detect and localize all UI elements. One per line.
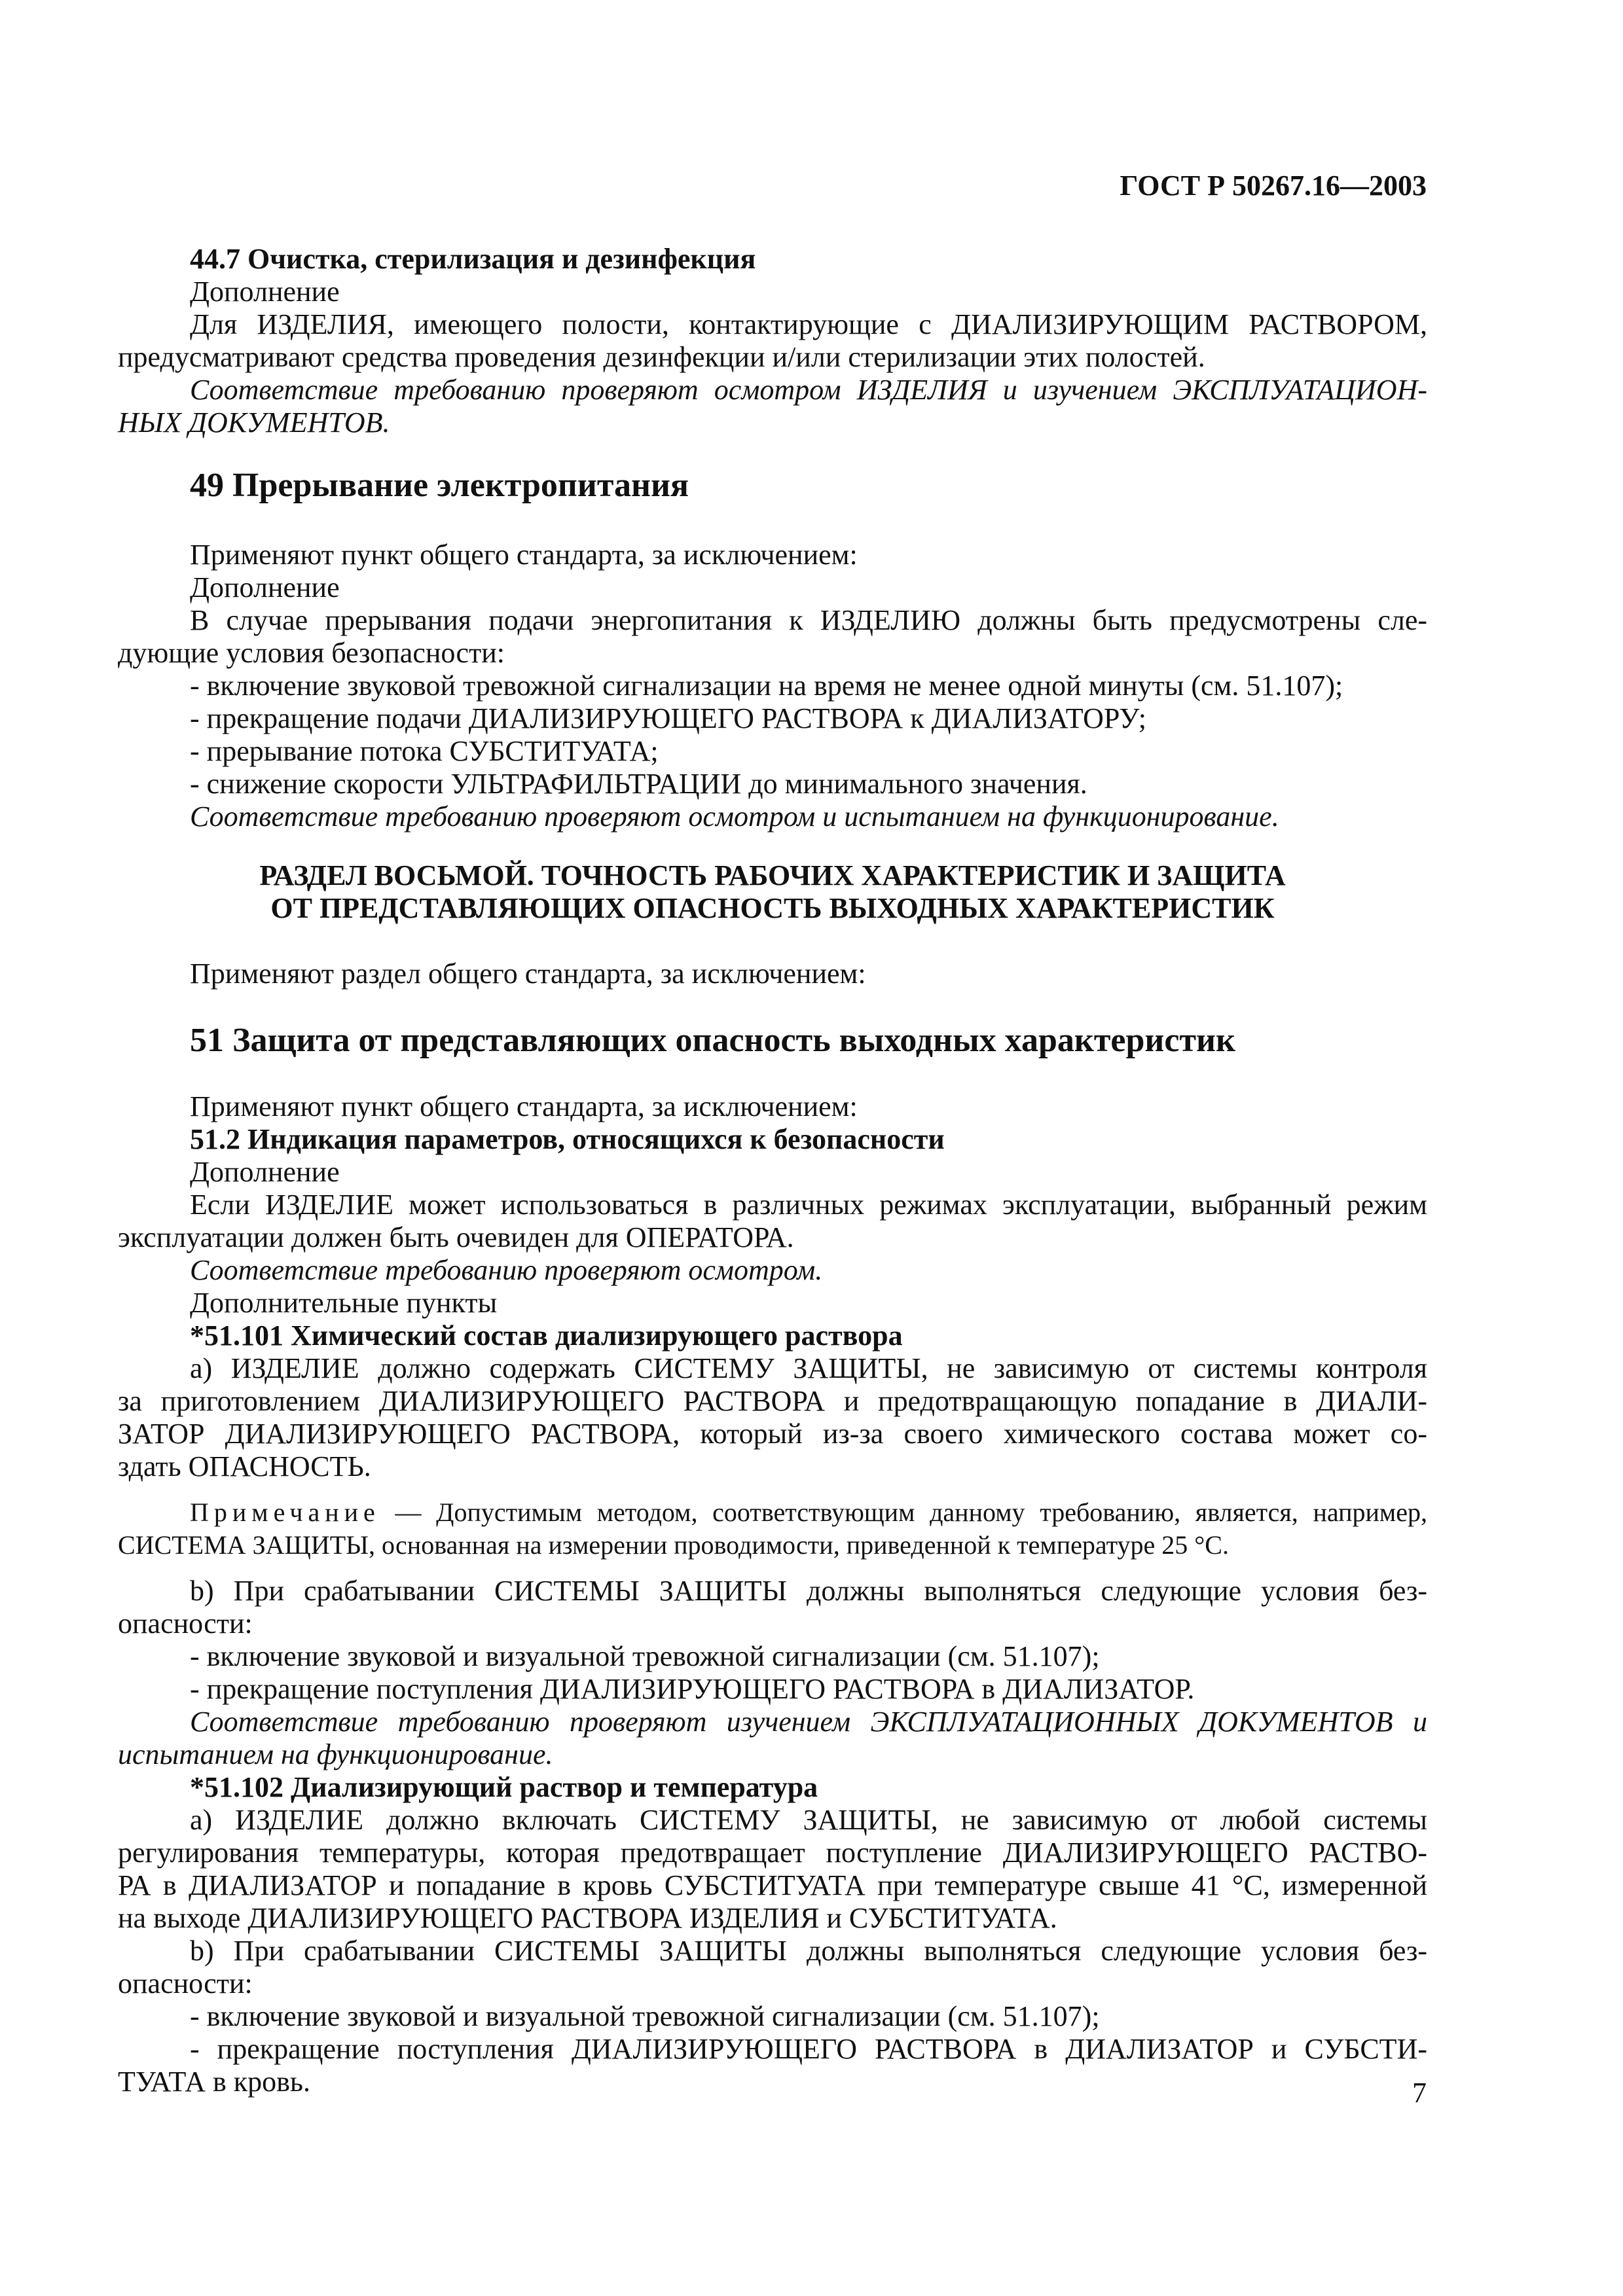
list-item: - прекращение поступления ДИАЛИЗИРУЮЩЕГО РАСТВОРА в ДИАЛИЗАТОР и СУБСТИ-: [190, 2033, 1427, 2065]
list-item: - снижение скорости УЛЬТРАФИЛЬТРАЦИИ до минимального значения.: [190, 768, 1087, 800]
clause-51-102-b-line: b) При срабатывании СИСТЕМЫ ЗАЩИТЫ должны выполняться следующие условия без-: [190, 1935, 1427, 1967]
clause-51-101-check-line: Соответствие требованию проверяют изучением ЭКСПЛУАТАЦИОННЫХ ДОКУМЕНТОВ и: [190, 1706, 1427, 1738]
section-51-apply-text: Применяют пункт общего стандарта, за исключением:: [190, 1090, 858, 1122]
section-49-addition-label: Дополнение: [190, 571, 340, 603]
clause-51-101-a-line: ЗАТОР ДИАЛИЗИРУЮЩЕГО РАСТВОРА, который из-за своего химического состава может со-: [118, 1418, 1427, 1450]
clause-51-2-text-line: эксплуатации должен быть очевиден для ОПЕРАТОРА.: [118, 1221, 794, 1253]
clause-51-101-a-line: здать ОПАСНОСТЬ.: [118, 1450, 371, 1482]
section-8-apply-text: Применяют раздел общего стандарта, за исключением:: [190, 958, 866, 990]
section-8-title-line: РАЗДЕЛ ВОСЬМОЙ. ТОЧНОСТЬ РАБОЧИХ ХАРАКТЕРИСТИК И ЗАЩИТА: [259, 859, 1286, 891]
list-item: - включение звуковой тревожной сигнализации на время не менее одной минуты (см. 51.107);: [190, 670, 1343, 702]
section-49-check-text: Соответствие требованию проверяют осмотром и испытанием на функционирование.: [190, 800, 1279, 833]
clause-51-101-check-line: испытанием на функционирование.: [118, 1738, 553, 1770]
list-item: - прекращение поступления ДИАЛИЗИРУЮЩЕГО РАСТВОРА в ДИАЛИЗАТОР.: [190, 1673, 1195, 1705]
clause-51-102-a-line: а) ИЗДЕЛИЕ должно включать СИСТЕМУ ЗАЩИТЫ, не зависимую от любой системы: [190, 1804, 1427, 1836]
page-number: 7: [1412, 2077, 1427, 2109]
clause-51-2-addition-label: Дополнение: [190, 1156, 340, 1188]
clause-51-101-heading: *51.101 Химический состав диализирующего раствора: [190, 1319, 903, 1352]
clause-44-7-text-line: предусматривают средства проведения дезинфекции и/или стерилизации этих полостей.: [118, 341, 1205, 373]
note-label: Примечание: [190, 1498, 380, 1527]
note-line: СИСТЕМА ЗАЩИТЫ, основанная на измерении проводимости, приведенной к температуре 25 °С.: [118, 1530, 1229, 1560]
clause-51-2-check-text: Соответствие требованию проверяют осмотром.: [190, 1254, 823, 1286]
note-line: [190, 1496, 1427, 1530]
clause-51-101-b-line: b) При срабатывании СИСТЕМЫ ЗАЩИТЫ должны выполняться следующие условия без-: [190, 1575, 1427, 1607]
section-51-heading: 51 Защита от представляющих опасность выходных характеристик: [190, 1022, 1235, 1059]
clause-51-102-a-line: регулирования температуры, которая предотвращает поступление ДИАЛИЗИРУЮЩЕГО РАСТВО-: [118, 1837, 1427, 1869]
standard-code: ГОСТ Р 50267.16—2003: [1120, 170, 1427, 202]
list-item: - включение звуковой и визуальной тревожной сигнализации (см. 51.107);: [190, 1640, 1100, 1672]
clause-51-101-b-line: опасности:: [118, 1607, 253, 1640]
section-49-apply-text: Применяют пункт общего стандарта, за исключением:: [190, 539, 858, 571]
clause-44-7-text-line: Для ИЗДЕЛИЯ, имеющего полости, контактирующие с ДИАЛИЗИРУЮЩИМ РАСТВОРОМ,: [190, 308, 1427, 340]
section-8-title-line: ОТ ПРЕДСТАВЛЯЮЩИХ ОПАСНОСТЬ ВЫХОДНЫХ ХАРАКТЕРИСТИК: [270, 892, 1275, 924]
section-49-text-line: В случае прерывания подачи энергопитания к ИЗДЕЛИЮ должны быть предусмотрены сле-: [190, 604, 1427, 636]
list-item: - прекращение подачи ДИАЛИЗИРУЮЩЕГО РАСТВОРА к ДИАЛИЗАТОРУ;: [190, 702, 1146, 734]
clause-51-2-text-line: Если ИЗДЕЛИЕ может использоваться в различных режимах эксплуатации, выбранный режим: [190, 1189, 1427, 1221]
list-item: ТУАТА в кровь.: [118, 2066, 310, 2098]
clause-51-102-heading: *51.102 Диализирующий раствор и температура: [190, 1771, 818, 1803]
clause-51-102-a-line: РА в ДИАЛИЗАТОР и попадание в кровь СУБСТИТУАТА при температуре свыше 41 °С, измеренной: [118, 1869, 1427, 1901]
section-49-text-line: дующие условия безопасности:: [118, 637, 505, 669]
clause-51-102-a-line: на выходе ДИАЛИЗИРУЮЩЕГО РАСТВОРА ИЗДЕЛИЯ и СУБСТИТУАТА.: [118, 1902, 1057, 1934]
clause-44-7-addition-label: Дополнение: [190, 276, 340, 308]
clause-44-7-check-line: Соответствие требованию проверяют осмотром ИЗДЕЛИЯ и изучением ЭКСПЛУАТАЦИОН-: [190, 374, 1427, 406]
clause-44-7-heading: 44.7 Очистка, стерилизация и дезинфекция: [190, 243, 756, 275]
clause-51-2-heading: 51.2 Индикация параметров, относящихся к безопасности: [190, 1123, 945, 1155]
clause-51-101-a-line: за приготовлением ДИАЛИЗИРУЮЩЕГО РАСТВОРА и предотвращающую попадание в ДИАЛИ-: [118, 1385, 1427, 1417]
list-item: - включение звуковой и визуальной тревожной сигнализации (см. 51.107);: [190, 2000, 1100, 2032]
list-item: - прерывание потока СУБСТИТУАТА;: [190, 735, 659, 767]
clause-51-102-b-line: опасности:: [118, 1967, 253, 2000]
clause-51-101-a-line: а) ИЗДЕЛИЕ должно содержать СИСТЕМУ ЗАЩИТЫ, не зависимую от системы контроля: [190, 1352, 1427, 1384]
section-49-heading: 49 Прерывание электропитания: [190, 467, 689, 504]
clause-44-7-check-line: НЫХ ДОКУМЕНТОВ.: [118, 406, 390, 439]
additional-clauses-label: Дополнительные пункты: [190, 1287, 498, 1319]
note-text: — Допустимым методом, соответствующим данному требованию, является, например,: [380, 1498, 1427, 1527]
